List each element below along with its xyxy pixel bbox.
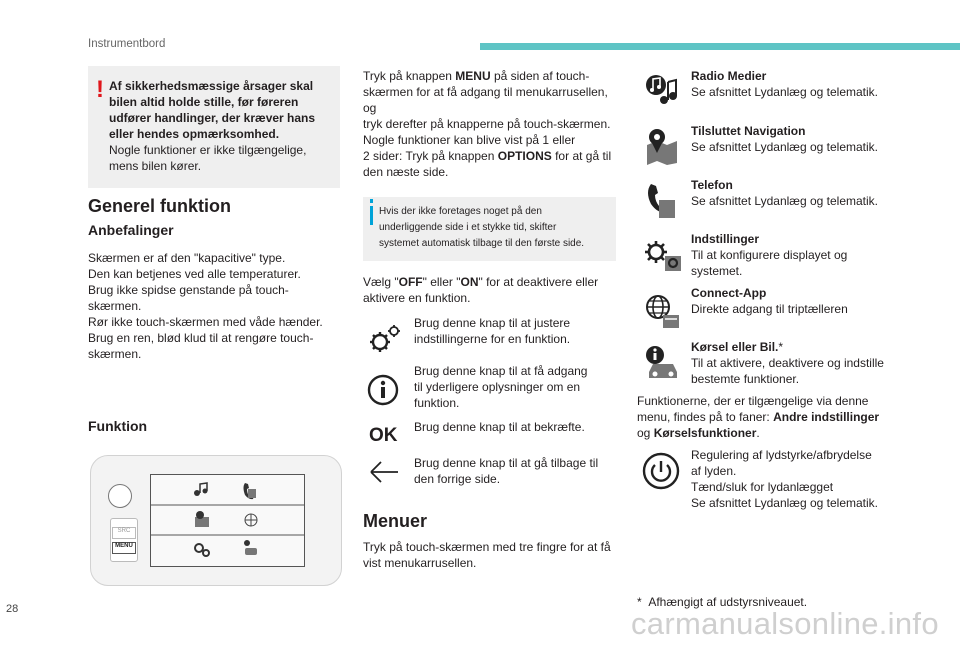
menu-item-desc: bestemte funktioner.	[691, 372, 800, 386]
screen-grid	[151, 475, 304, 566]
navigation-map-icon	[645, 127, 679, 165]
settings-button-desc	[414, 315, 624, 347]
text-line: indstillingerne for en funktion.	[414, 332, 571, 346]
text-line: Regulering af lydstyrke/afbrydelse	[691, 448, 872, 462]
device-screen	[150, 474, 305, 567]
watermark: carmanualsonline.info	[631, 606, 939, 641]
music-note-icon	[644, 72, 680, 108]
text-line	[363, 68, 623, 84]
phone-icon	[645, 182, 679, 220]
text-fragment: Tryk på knappen	[363, 69, 456, 83]
info-note-box	[363, 197, 616, 261]
mini-connect-icon	[245, 514, 257, 526]
menu-item-connected-navigation	[691, 123, 891, 155]
tab-name: Kørselsfunktioner	[653, 426, 757, 440]
text-line	[637, 425, 897, 441]
text-line: Brug ikke spidse genstande på touch-	[88, 283, 289, 297]
mini-phone-icon	[244, 483, 257, 499]
text-line: Tænd/sluk for lydanlægget	[691, 480, 834, 494]
menu-item-desc: Til at konfigurere displayet og	[691, 248, 848, 262]
section-header: Instrumentbord	[88, 38, 166, 50]
warning-text	[109, 78, 335, 174]
car-info-icon	[643, 344, 681, 382]
menu-item-title: Radio Medier	[691, 69, 767, 83]
off-keyword: OFF	[398, 275, 423, 289]
menu-item-settings	[691, 231, 891, 279]
warning-bold-line: udfører handlinger, der kræver hans	[109, 111, 316, 125]
text-line: af lyden.	[691, 464, 737, 478]
text-line: Hvis der ikke foretages noget på den	[379, 206, 542, 217]
text-fragment: " eller "	[422, 275, 461, 289]
safety-warning-box	[88, 66, 340, 188]
connect-app-icon	[643, 293, 681, 329]
settings-gear-icon	[366, 322, 406, 356]
header-accent-bar	[480, 43, 960, 50]
on-keyword: ON	[460, 275, 479, 289]
text-line: skærmen.	[88, 347, 142, 361]
menu-item-driving-vehicle	[691, 339, 901, 387]
warning-line: Nogle funktioner er ikke tilgængelige,	[109, 143, 307, 157]
menu-button: MENU	[112, 542, 136, 554]
info-icon	[366, 373, 400, 407]
mini-settings-icon	[195, 544, 209, 556]
text-fragment: .	[756, 426, 760, 440]
menu-item-title: Connect-App	[691, 286, 767, 300]
text-fragment: på siden af touch-	[490, 69, 590, 83]
recommendations-heading: Anbefalinger	[88, 222, 174, 238]
menu-item-desc: Direkte adgang til triptælleren	[691, 302, 848, 316]
text-fragment: Vælg "	[363, 275, 399, 289]
text-line: Tryk på touch-skærmen med tre fingre for at få	[363, 540, 611, 554]
general-function-heading: Generel funktion	[88, 196, 232, 216]
text-line	[363, 148, 623, 164]
back-button-desc	[414, 455, 624, 487]
text-line: Skærmen er af den "kapacitive" type.	[88, 251, 286, 265]
warning-bold-line: eller hendes opmærksomhed.	[109, 127, 280, 141]
text-line: Brug en ren, blød klud til at rengøre touch-	[88, 331, 314, 345]
footnote-marker: *	[778, 340, 784, 354]
function-heading: Funktion	[88, 418, 148, 434]
text-line: underliggende side i et stykke tid, skifter	[379, 222, 557, 233]
text-line: tryk derefter på knapperne på touch-skærmen.	[363, 117, 611, 131]
side-button-panel	[110, 518, 138, 562]
text-line	[637, 409, 897, 425]
text-fragment: menu, findes på to faner:	[637, 410, 774, 424]
tab-name: Andre indstillinger	[773, 410, 880, 424]
menu-item-desc: Se afsnittet Lydanlæg og telematik.	[691, 140, 878, 154]
recommendations-text	[88, 250, 338, 362]
footnote-text: Afhængigt af udstyrsniveauet.	[648, 595, 808, 609]
title-text: Kørsel eller Bil.	[691, 340, 779, 354]
tabs-text	[637, 393, 897, 441]
menu-item-telephone	[691, 177, 891, 209]
text-line: skærmen.	[88, 299, 142, 313]
text-line: skærmen for at få adgang til menukarrusellen, og	[363, 85, 608, 115]
mini-navigation-icon	[195, 511, 209, 527]
text-line: til yderligere oplysninger om en	[414, 380, 581, 394]
exclamation-icon: !	[96, 76, 104, 103]
info-icon-bar	[370, 206, 373, 225]
text-line: Brug denne knap til at få adgang	[414, 364, 588, 378]
text-line: den næste side.	[363, 165, 449, 179]
ok-button-desc	[414, 419, 624, 435]
power-desc	[691, 447, 901, 511]
menu-keyword: MENU	[455, 69, 491, 83]
text-line: Den kan betjenes ved alle temperaturer.	[88, 267, 301, 281]
text-line: funktion.	[414, 396, 460, 410]
footnote-marker: *	[637, 595, 642, 609]
mini-music-icon	[194, 483, 208, 496]
text-line: Nogle funktioner kan blive vist på 1 eller	[363, 133, 576, 147]
info-note-text	[379, 204, 614, 252]
settings-icon	[643, 236, 683, 272]
info-button-desc	[414, 363, 624, 411]
text-line	[363, 274, 623, 290]
menu-item-radio-media	[691, 68, 891, 100]
menu-intro-text	[363, 68, 623, 180]
toggle-text	[363, 274, 623, 306]
volume-knob	[108, 484, 132, 508]
warning-line: mens bilen kører.	[109, 159, 202, 173]
info-icon-dot	[370, 199, 373, 203]
menus-heading: Menuer	[363, 511, 428, 531]
menu-item-connect-app	[691, 285, 891, 317]
menu-item-desc: Se afsnittet Lydanlæg og telematik.	[691, 85, 878, 99]
back-arrow-icon	[368, 460, 402, 484]
text-line: Brug denne knap til at gå tilbage til	[414, 456, 599, 470]
text-line: aktivere en funktion.	[363, 291, 471, 305]
menu-item-title: Telefon	[691, 178, 733, 192]
text-line: Brug denne knap til at justere	[414, 316, 571, 330]
options-keyword: OPTIONS	[497, 149, 552, 163]
menu-item-title: Indstillinger	[691, 232, 760, 246]
text-line: systemet automatisk tilbage til den første side.	[379, 238, 585, 249]
text-line: Se afsnittet Lydanlæg og telematik.	[691, 496, 878, 510]
text-fragment: og	[637, 426, 654, 440]
text-fragment: for at gå til	[551, 149, 612, 163]
menu-item-desc: Til at aktivere, deaktivere og indstille	[691, 356, 884, 370]
menu-item-title	[691, 339, 901, 355]
menu-item-desc: systemet.	[691, 264, 743, 278]
menus-text	[363, 539, 623, 571]
text-line: den forrige side.	[414, 472, 501, 486]
menu-item-desc: Se afsnittet Lydanlæg og telematik.	[691, 194, 878, 208]
text-fragment: " for at deaktivere eller	[478, 275, 599, 289]
ok-icon: OK	[369, 425, 398, 446]
text-fragment: 2 sider: Tryk på knappen	[363, 149, 498, 163]
warning-bold-line: bilen altid holde stille, før føreren	[109, 95, 299, 109]
menu-item-title: Tilsluttet Navigation	[691, 124, 806, 138]
text-line: Funktionerne, der er tilgængelige via denne	[637, 394, 869, 408]
page-number: 28	[6, 603, 19, 615]
text-line: vist menukarrusellen.	[363, 556, 477, 570]
src-button: SRC	[112, 527, 136, 539]
power-icon	[641, 451, 681, 491]
mini-car-info-icon	[244, 540, 257, 555]
warning-bold-line: Af sikkerhedsmæssige årsager skal	[109, 79, 314, 93]
text-line: Rør ikke touch-skærmen med våde hænder.	[88, 315, 323, 329]
text-line: Brug denne knap til at bekræfte.	[414, 420, 585, 434]
